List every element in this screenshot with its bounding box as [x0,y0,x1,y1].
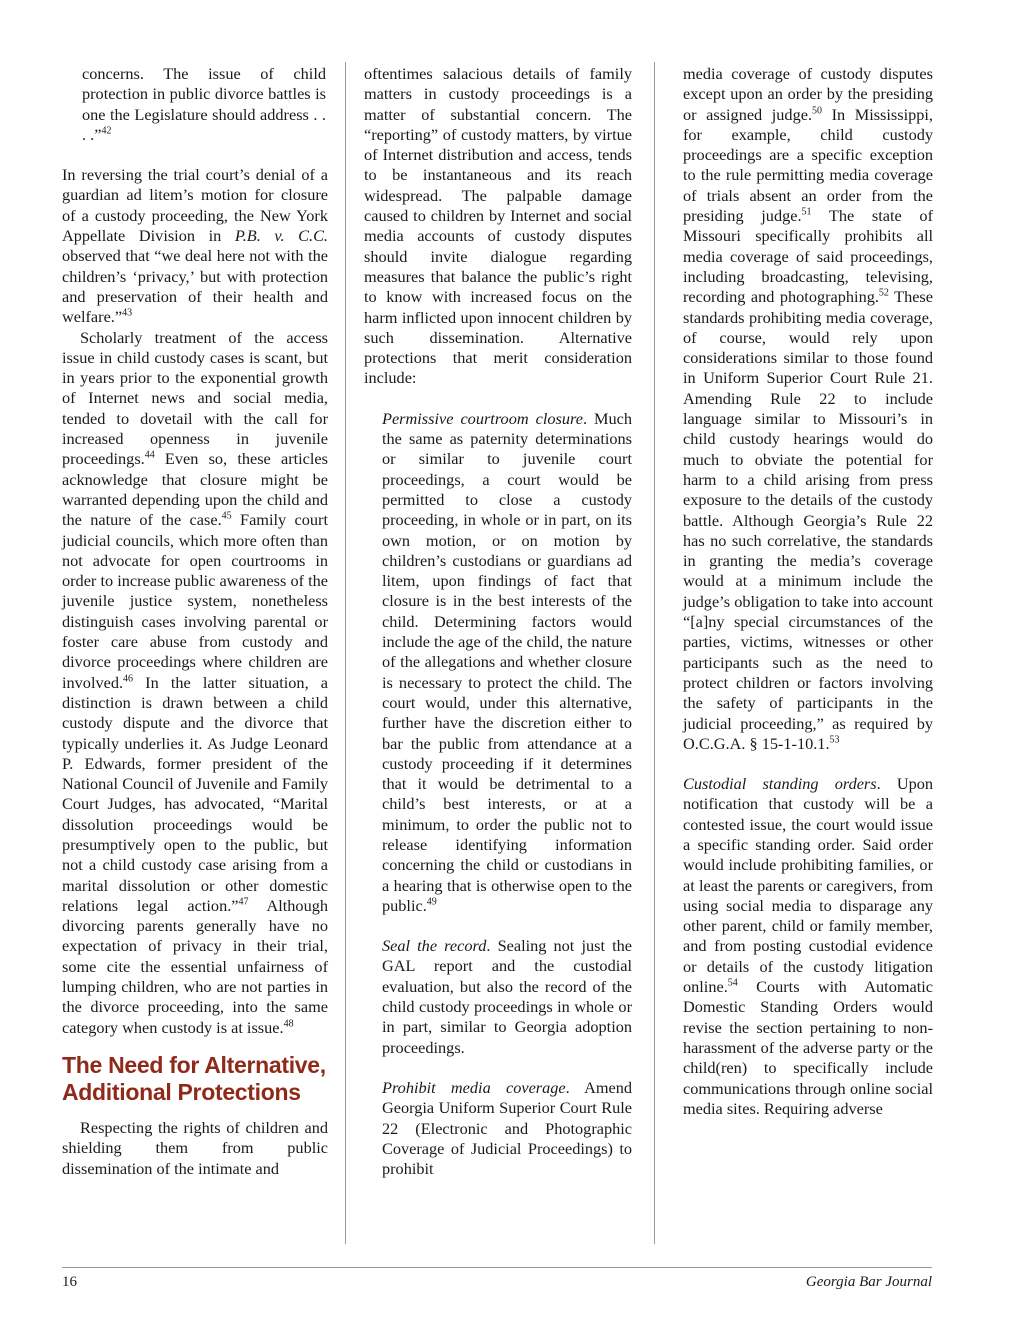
list-item-title: Prohibit media coverage [382,1077,566,1097]
section-heading: The Need for Alternative, Additional Protections [62,1051,326,1105]
list-item: Permissive courtroom closure. Much the same as paternity determinations or similar to juvenile court proceedings, a court would be permitted to close a custody proceeding, in whole or in part, on its own motion, or on motion by children’s custodians or guardians ad litem, upon findings of fact that closure is in the best interests of the child. Determining factors would include the age of the child, the nature of the allegations and whether closure is necessary to protect the child. The court would, under this alternative, further have the discretion either to bar the public from attendance at a custody proceeding if it determines that it would be detrimental to a child’s best interests, or at a minimum, to order the public not to release identifying information concerning the child or custodians in a hearing that is otherwise open to the public.$^{49}$ [382,408,633,915]
column-divider-right [654,62,655,1244]
paragraph: oftentimes salacious details of family matters in custody proceedings is a matter of substantial concern. The “reporting” of custody matters, by virtue of Internet distribution and access, tends to be instantaneous and its reach widespread. The palpable damage caused to children by Internet and social media accounts of custody disputes should invite dialogue regarding measures that balance the public’s right to know with increased focus on the harm inflicted upon innocent children by such dissemination. Alternative protections that merit consideration include: [364,64,632,388]
list-item: Prohibit media coverage. Amend Georgia Uniform Superior Court Rule 22 (Electronic and Photographic Coverage of Judicial Proceedings) to prohibit [382,1077,632,1179]
column-divider-left [345,62,346,1244]
block-quote: concerns. The issue of child protection in public divorce battles is one the Legislature should address . . . .”$^{42}$ [82,64,326,144]
list-item-title: Custodial standing orders [683,774,877,794]
column-1 [62,64,328,1179]
paragraph: media coverage of custody disputes except upon an order by the presiding or assigned judge.$^{50}$ In Mississippi, for example, child custody proceedings are a specific exception to the rule permitting media coverage of trials absent an order from the presiding judge.$^{51}$ The state of Missouri specifically prohibits all media coverage of said proceedings, including broadcasting, televising, recording and photographing.$^{52}$ These standards prohibiting media coverage, of course, would rely upon considerations similar to those found in Uniform Superior Court Rule 21. Amending Rule 22 to include language similar to Missouri’s in child custody hearings would do much to obviate the potential for harm to a child arising from press exposure to the details of the custody battle. Although Georgia’s Rule 22 has no such correlative, the standards in granting the media’s coverage would at a minimum include the judge’s obligation to take into account “[a]ny special circumstances of the parties, victims, witnesses or other participants such as the need to protect children or factors involving the safety of participants in the judicial proceeding,” as required by O.C.G.A. § 15-1-10.1.53 [683,64,933,753]
page-number: 16 [62,1274,77,1290]
journal-title: Georgia Bar Journal [805,1274,932,1290]
list-item-title: Seal the record [382,936,487,956]
list-item-title: Permissive courtroom closure [382,408,583,428]
paragraph: In reversing the trial court’s denial of a guardian ad litem’s motion for closure of a custody proceeding, the New York Appellate Division in P.B. v. C.C. observed that “we deal here not with the children’s ‘privacy,’ but with protection and preservation of their health and welfare.”$^{43}$ [62,165,328,327]
footer-rule [62,1267,932,1268]
column-2 [364,64,632,1179]
paragraph: Respecting the rights of children and shielding them from public dissemination of the intimate and [62,1117,328,1178]
paragraph: Scholarly treatment of the access issue in child custody cases is scant, but in years prior to the exponential growth of Internet news and social media, tended to dovetail with the call for increased openness in juvenile proceedings.$^{44}$ Even so, these articles acknowledge that closure might be warranted depending upon the child and the nature of the case.$^{45}$ Family court judicial councils, which more often than not advocate for open courtrooms in order to increase public awareness of the juvenile justice system, nonetheless distinguish cases involving parental or foster care abuse from custody and divorce proceedings where children are involved.$^{46}$ In the latter situation, a distinction is drawn between a child custody dispute and the divorce that typically underlies it. As Judge Leonard P. Edwards, former president of the National Council of Juvenile and Family Court Judges, has advocated, “Marital dissolution proceedings would be presumptively open to the public, but not a child custody case arising from a marital dissolution or other domestic relations legal action.”$^{47}$ Although divorcing parents generally have no expectation of privacy in their trial, some cite the essential unfairness of lumping children, who are not parties in the divorce proceeding, into the same category when custody is at issue.$^{48}$ [62,327,328,1037]
list-item: Seal the record. Sealing not just the GAL report and the custodial evaluation, but also the record of the child custody proceedings in whole or in part, similar to Georgia adoption proceedings. [382,936,632,1057]
list-item: Custodial standing orders. Upon notification that custody will be a contested issue, the court would issue a specific standing order. Said order would include prohibiting families, or at least the parents or caregivers, from using social media to disparage any other parent, child or family member, and from posting custodial evidence or details of the custody litigation online.$^{54}$ Courts with Automatic Domestic Standing Orders would revise the section pertaining to non-harassment of the adverse party or the child(ren) to specifically include communications through online social media sites. Requiring adverse [683,774,933,1118]
column-3 [683,64,933,1119]
